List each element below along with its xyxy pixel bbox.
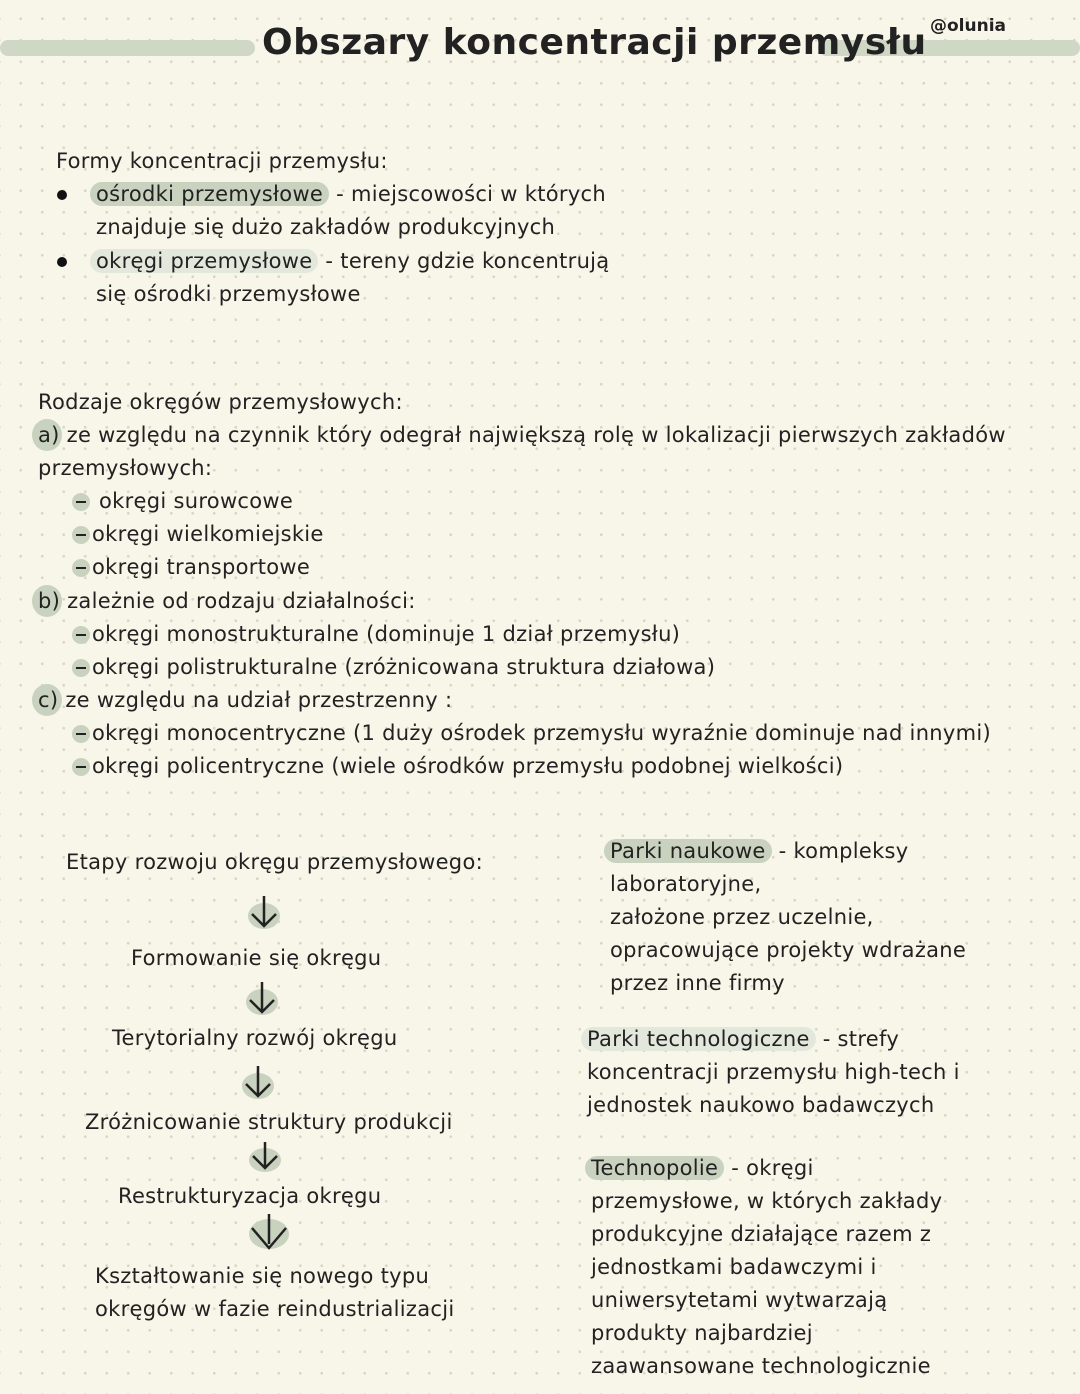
- stage-5-line2: okręgów w fazie reindustrializacji: [95, 1297, 455, 1321]
- term-science-parks: Parki naukowe: [604, 839, 772, 863]
- stage-1: Formowanie się okręgu: [131, 946, 382, 970]
- dash-icon: [72, 758, 90, 776]
- science-parks-line2: laboratoryjne,: [610, 872, 762, 896]
- dash-icon: [72, 559, 90, 577]
- forms-item-1-line1: ośrodki przemysłowe - miejscowości w których: [96, 182, 606, 206]
- technopoles-line6: produkty najbardziej: [591, 1321, 813, 1345]
- types-b-item-1: okręgi monostrukturalne (dominuje 1 dział przemysłu): [72, 622, 680, 646]
- forms-item-2-line1: okręgi przemysłowe - tereny gdzie koncentrują: [96, 249, 609, 273]
- term-technopoles: Technopolie: [585, 1156, 724, 1180]
- title-band-left: [0, 40, 255, 56]
- dash-icon: [72, 659, 90, 677]
- term-osrodki: ośrodki przemysłowe: [90, 182, 329, 206]
- dash-icon: [72, 526, 90, 544]
- tech-parks-line3: jednostek naukowo badawczych: [587, 1093, 935, 1117]
- technopoles-line7: zaawansowane technologicznie: [591, 1354, 931, 1378]
- forms-heading: Formy koncentracji przemysłu:: [56, 149, 388, 173]
- types-a-item-3: okręgi transportowe: [72, 555, 310, 579]
- science-parks-line5: przez inne firmy: [610, 971, 785, 995]
- types-a-line1: a) ze względu na czynnik który odegrał największą rolę w lokalizacji pierwszych zakładów: [38, 423, 1006, 447]
- stages-heading: Etapy rozwoju okręgu przemysłowego:: [66, 850, 483, 874]
- types-a-item-1: okręgi surowcowe: [72, 489, 293, 513]
- technopoles-line4: jednostkami badawczymi i: [591, 1255, 877, 1279]
- types-b-line1: b) zależnie od rodzaju działalności:: [38, 589, 416, 613]
- stage-4: Restrukturyzacja okręgu: [118, 1184, 382, 1208]
- dash-icon: [72, 626, 90, 644]
- dash-icon: [72, 725, 90, 743]
- bullet-2: [57, 257, 67, 267]
- stage-5-line1: Kształtowanie się nowego typu: [95, 1264, 430, 1288]
- label-b: b): [38, 589, 61, 613]
- down-arrow-icon: [244, 892, 284, 934]
- dash-icon: [72, 493, 90, 511]
- down-arrow-icon: [246, 1208, 292, 1252]
- label-c: c): [38, 688, 59, 712]
- technopoles-line5: uniwersytetami wytwarzają: [591, 1288, 888, 1312]
- down-arrow-icon: [242, 978, 282, 1020]
- technopoles-line3: produkcyjne działające razem z: [591, 1222, 932, 1246]
- author-handle: @olunia: [930, 16, 1007, 36]
- down-arrow-icon: [238, 1062, 278, 1104]
- stage-2: Terytorialny rozwój okręgu: [112, 1026, 398, 1050]
- types-c-item-2: okręgi policentryczne (wiele ośrodków przemysłu podobnej wielkości): [72, 754, 843, 778]
- science-parks-line3: założone przez uczelnie,: [610, 905, 874, 929]
- technopoles-line1: Technopolie - okręgi: [591, 1156, 814, 1180]
- types-c-item-1: okręgi monocentryczne (1 duży ośrodek przemysłu wyraźnie dominuje nad innymi): [72, 721, 991, 745]
- label-a: a): [38, 423, 60, 447]
- types-b-item-2: okręgi polistrukturalne (zróżnicowana struktura działowa): [72, 655, 715, 679]
- forms-item-1-line2: znajduje się dużo zakładów produkcyjnych: [96, 215, 556, 239]
- page-title: Obszary koncentracji przemysłu: [262, 22, 927, 63]
- science-parks-line4: opracowujące projekty wdrażane: [610, 938, 967, 962]
- forms-item-2-line2: się ośrodki przemysłowe: [96, 282, 361, 306]
- types-c-line1: c) ze względu na udział przestrzenny :: [38, 688, 453, 712]
- types-a-line2: przemysłowych:: [38, 456, 213, 480]
- term-okregi: okręgi przemysłowe: [90, 249, 318, 273]
- term-tech-parks: Parki technologiczne: [581, 1027, 816, 1051]
- tech-parks-line1: Parki technologiczne - strefy: [587, 1027, 899, 1051]
- tech-parks-line2: koncentracji przemysłu high-tech i: [587, 1060, 960, 1084]
- stage-3: Zróżnicowanie struktury produkcji: [85, 1110, 453, 1134]
- science-parks-line1: Parki naukowe - kompleksy: [610, 839, 909, 863]
- down-arrow-icon: [245, 1138, 285, 1176]
- bullet-1: [57, 190, 67, 200]
- types-heading: Rodzaje okręgów przemysłowych:: [38, 390, 403, 414]
- types-a-item-2: okręgi wielkomiejskie: [72, 522, 324, 546]
- technopoles-line2: przemysłowe, w których zakłady: [591, 1189, 943, 1213]
